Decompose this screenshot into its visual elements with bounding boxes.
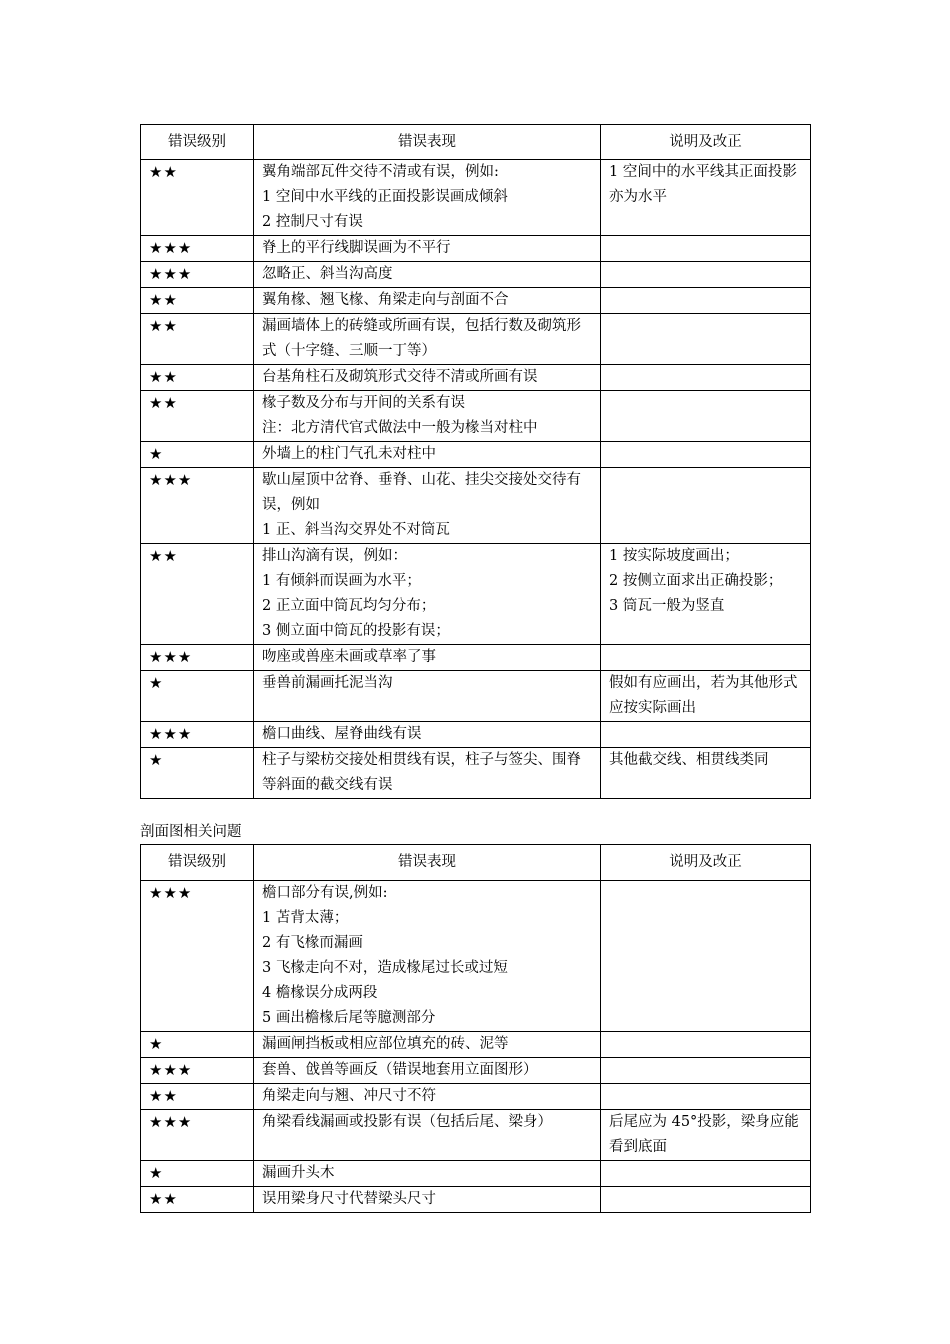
error-description: 外墙上的柱门气孔未对柱中 — [254, 442, 601, 468]
correction-note — [601, 468, 811, 544]
correction-note — [601, 722, 811, 748]
table-row — [141, 671, 811, 722]
table-header-row — [141, 845, 811, 881]
table-row — [141, 314, 811, 365]
error-description: 排山沟滴有误，例如： 1 有倾斜而误画为水平； 2 正立面中筒瓦均匀分布； 3 侧立面中筒瓦的投影有误； — [254, 544, 601, 645]
error-level-stars: ★ — [141, 1161, 254, 1187]
correction-note — [601, 1032, 811, 1058]
correction-note — [601, 1161, 811, 1187]
table-row — [141, 645, 811, 671]
correction-note: 假如有应画出，若为其他形式应按实际画出 — [601, 671, 811, 722]
error-description: 误用梁身尺寸代替梁头尺寸 — [254, 1187, 601, 1213]
table-row — [141, 365, 811, 391]
error-description: 漏画闸挡板或相应部位填充的砖、泥等 — [254, 1032, 601, 1058]
error-description: 翼角端部瓦件交待不清或有误，例如: 1 空间中水平线的正面投影误画成倾斜 2 控制尺寸有误 — [254, 160, 601, 236]
correction-note — [601, 442, 811, 468]
error-level-stars: ★ — [141, 442, 254, 468]
header-level: 错误级别 — [141, 125, 254, 160]
correction-note — [601, 314, 811, 365]
error-level-stars: ★ — [141, 1032, 254, 1058]
error-level-stars: ★★★ — [141, 645, 254, 671]
error-level-stars: ★ — [141, 671, 254, 722]
table-row — [141, 1161, 811, 1187]
error-description: 漏画墙体上的砖缝或所画有误，包括行数及砌筑形式（十字缝、三顺一丁等） — [254, 314, 601, 365]
error-description: 忽略正、斜当沟高度 — [254, 262, 601, 288]
table-row — [141, 442, 811, 468]
error-description: 脊上的平行线脚误画为不平行 — [254, 236, 601, 262]
table-row — [141, 881, 811, 1032]
correction-note — [601, 365, 811, 391]
error-level-stars: ★★★ — [141, 262, 254, 288]
error-level-stars: ★★ — [141, 391, 254, 442]
header-error: 错误表现 — [254, 125, 601, 160]
table-row — [141, 1058, 811, 1084]
table-row — [141, 262, 811, 288]
table-row — [141, 1187, 811, 1213]
header-level: 错误级别 — [141, 845, 254, 881]
section-title: 剖面图相关问题 — [140, 824, 242, 840]
correction-note — [601, 881, 811, 1032]
correction-note — [601, 288, 811, 314]
error-description: 歇山屋顶中岔脊、垂脊、山花、挂尖交接处交待有误，例如 1 正、斜当沟交界处不对筒瓦 — [254, 468, 601, 544]
correction-note — [601, 645, 811, 671]
table-row — [141, 544, 811, 645]
error-description: 翼角椽、翘飞椽、角梁走向与剖面不合 — [254, 288, 601, 314]
header-fix: 说明及改正 — [601, 125, 811, 160]
table-row — [141, 391, 811, 442]
correction-note: 其他截交线、相贯线类同 — [601, 748, 811, 799]
table-body — [141, 881, 811, 1213]
table-row — [141, 748, 811, 799]
table-row — [141, 1084, 811, 1110]
table-row — [141, 1032, 811, 1058]
error-level-stars: ★★ — [141, 365, 254, 391]
correction-note: 1 按实际坡度画出； 2 按侧立面求出正确投影； 3 筒瓦一般为竖直 — [601, 544, 811, 645]
table-row — [141, 288, 811, 314]
correction-note — [601, 1058, 811, 1084]
table-row — [141, 236, 811, 262]
error-description: 檐口部分有误,例如: 1 苫背太薄； 2 有飞椽而漏画 3 飞椽走向不对，造成椽尾过长或过短 4 檐椽误分成两段 5 画出檐椽后尾等臆测部分 — [254, 881, 601, 1032]
error-level-stars: ★★ — [141, 1084, 254, 1110]
error-level-stars: ★★★ — [141, 236, 254, 262]
table-header-row — [141, 125, 811, 160]
error-level-stars: ★★ — [141, 544, 254, 645]
error-description: 角梁看线漏画或投影有误（包括后尾、梁身） — [254, 1110, 601, 1161]
section-errors-table — [140, 844, 811, 1213]
error-level-stars: ★★★ — [141, 1110, 254, 1161]
error-description: 台基角柱石及砌筑形式交待不清或所画有误 — [254, 365, 601, 391]
error-level-stars: ★★ — [141, 1187, 254, 1213]
table-row — [141, 722, 811, 748]
error-level-stars: ★★★ — [141, 881, 254, 1032]
error-level-stars: ★★ — [141, 314, 254, 365]
error-level-stars: ★ — [141, 748, 254, 799]
error-description: 漏画升头木 — [254, 1161, 601, 1187]
correction-note — [601, 236, 811, 262]
table-body — [141, 160, 811, 799]
correction-note: 后尾应为 45°投影，梁身应能看到底面 — [601, 1110, 811, 1161]
correction-note — [601, 1187, 811, 1213]
table-row — [141, 1110, 811, 1161]
table-row — [141, 160, 811, 236]
error-level-stars: ★★ — [141, 288, 254, 314]
error-description: 套兽、戗兽等画反（错误地套用立面图形） — [254, 1058, 601, 1084]
table-row — [141, 468, 811, 544]
error-level-stars: ★★★ — [141, 1058, 254, 1084]
error-description: 椽子数及分布与开间的关系有误 注：北方清代官式做法中一般为椽当对柱中 — [254, 391, 601, 442]
error-description: 柱子与梁枋交接处相贯线有误，柱子与签尖、围脊等斜面的截交线有误 — [254, 748, 601, 799]
error-level-stars: ★★ — [141, 160, 254, 236]
elevation-errors-table — [140, 124, 811, 799]
error-description: 吻座或兽座未画或草率了事 — [254, 645, 601, 671]
error-description: 角梁走向与翘、冲尺寸不符 — [254, 1084, 601, 1110]
header-fix: 说明及改正 — [601, 845, 811, 881]
error-level-stars: ★★★ — [141, 468, 254, 544]
header-error: 错误表现 — [254, 845, 601, 881]
error-description: 垂兽前漏画托泥当沟 — [254, 671, 601, 722]
correction-note — [601, 391, 811, 442]
correction-note: 1 空间中的水平线其正面投影亦为水平 — [601, 160, 811, 236]
error-level-stars: ★★★ — [141, 722, 254, 748]
correction-note — [601, 262, 811, 288]
error-description: 檐口曲线、屋脊曲线有误 — [254, 722, 601, 748]
correction-note — [601, 1084, 811, 1110]
